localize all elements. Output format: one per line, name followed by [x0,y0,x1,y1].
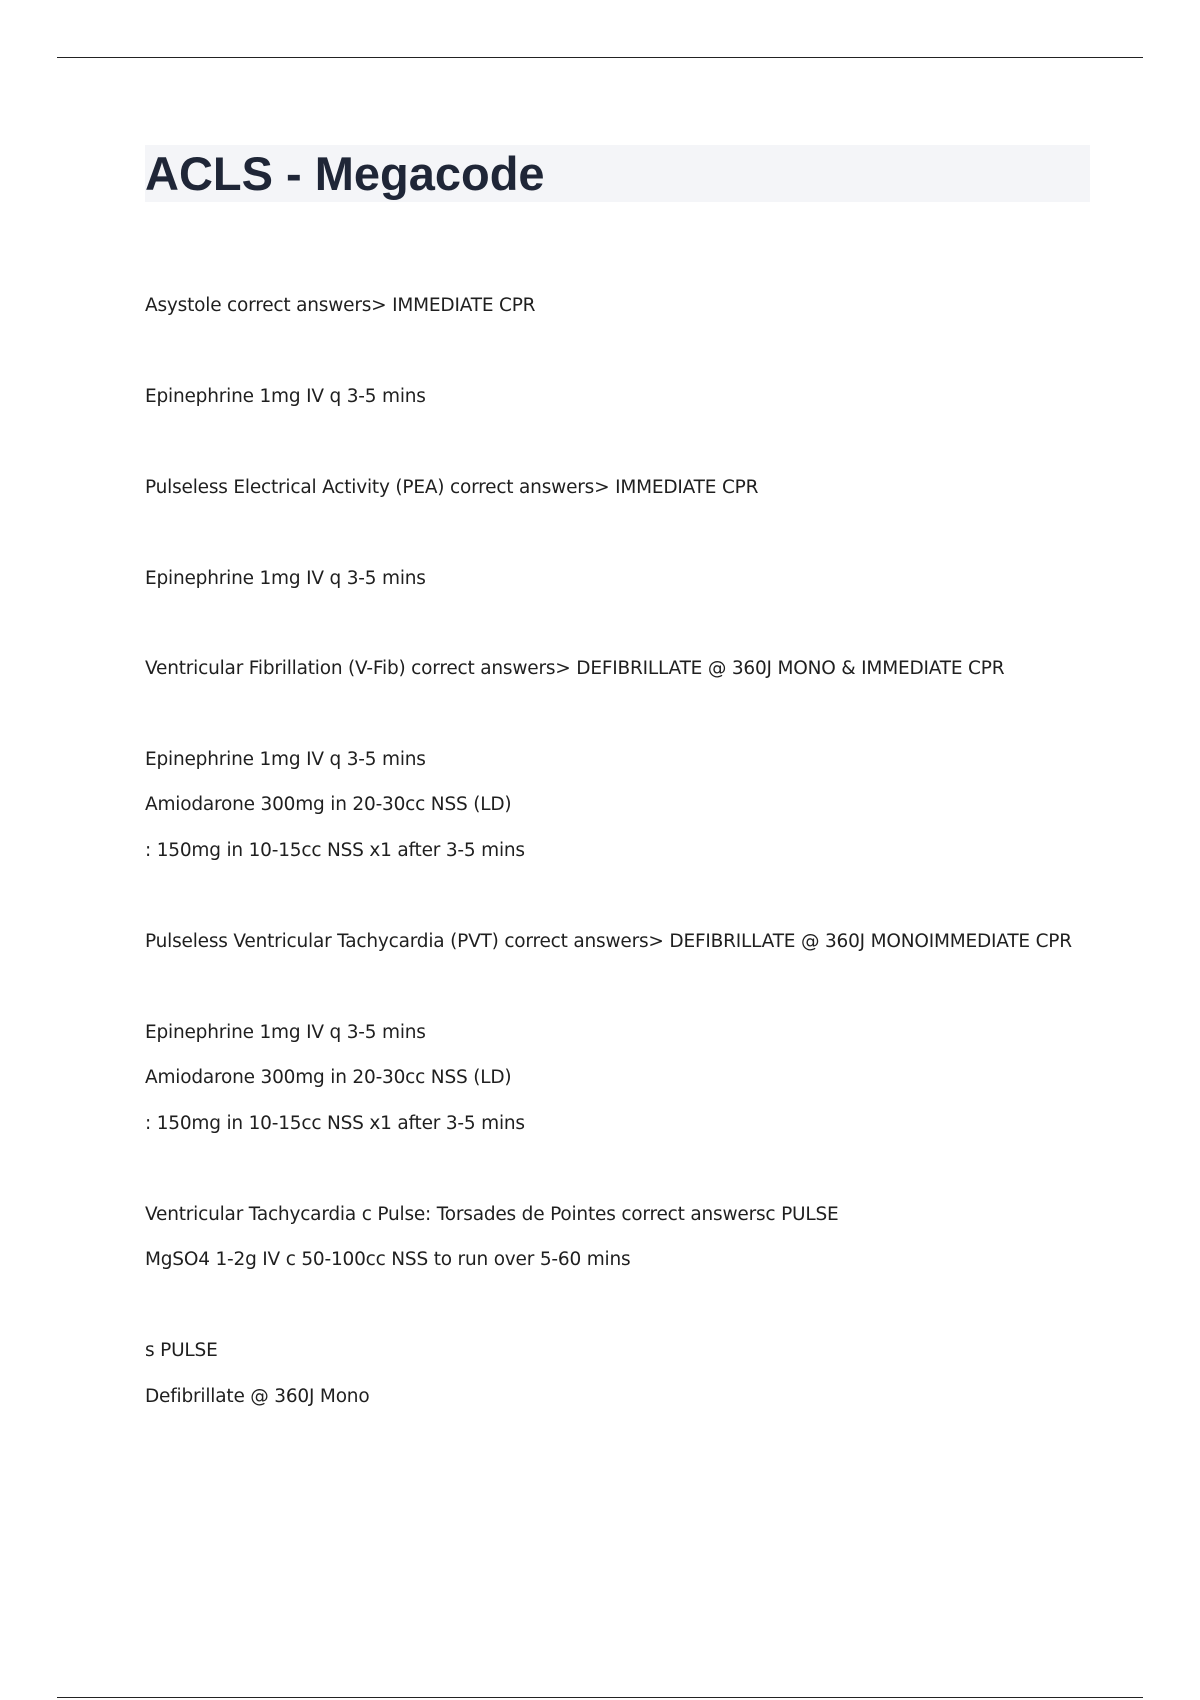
text-line: : 150mg in 10-15cc NSS x1 after 3-5 mins [145,840,525,861]
document-title: ACLS - Megacode [145,147,545,200]
text-line: Epinephrine 1mg IV q 3-5 mins [145,1022,426,1043]
header-rule [57,57,1143,58]
text-line: Asystole correct answers> IMMEDIATE CPR [145,295,536,316]
text-line: Amiodarone 300mg in 20-30cc NSS (LD) [145,1067,512,1088]
text-line: MgSO4 1-2g IV c 50-100cc NSS to run over 5-60 mins [145,1249,631,1270]
text-line: Epinephrine 1mg IV q 3-5 mins [145,568,426,589]
text-line: Epinephrine 1mg IV q 3-5 mins [145,749,426,770]
text-line: Defibrillate @ 360J Mono [145,1386,370,1407]
text-line: Ventricular Tachycardia c Pulse: Torsades de Pointes correct answersc PULSE [145,1204,839,1225]
text-line: s PULSE [145,1340,218,1361]
text-line: Amiodarone 300mg in 20-30cc NSS (LD) [145,794,512,815]
footer-rule [57,1697,1143,1698]
text-line: Pulseless Electrical Activity (PEA) correct answers> IMMEDIATE CPR [145,477,759,498]
text-line: Epinephrine 1mg IV q 3-5 mins [145,386,426,407]
text-line: : 150mg in 10-15cc NSS x1 after 3-5 mins [145,1113,525,1134]
text-line: Pulseless Ventricular Tachycardia (PVT) correct answers> DEFIBRILLATE @ 360J MONOIMMEDIATE CPR [145,931,1072,952]
text-line: Ventricular Fibrillation (V-Fib) correct answers> DEFIBRILLATE @ 360J MONO & IMMEDIATE CPR [145,658,1005,679]
